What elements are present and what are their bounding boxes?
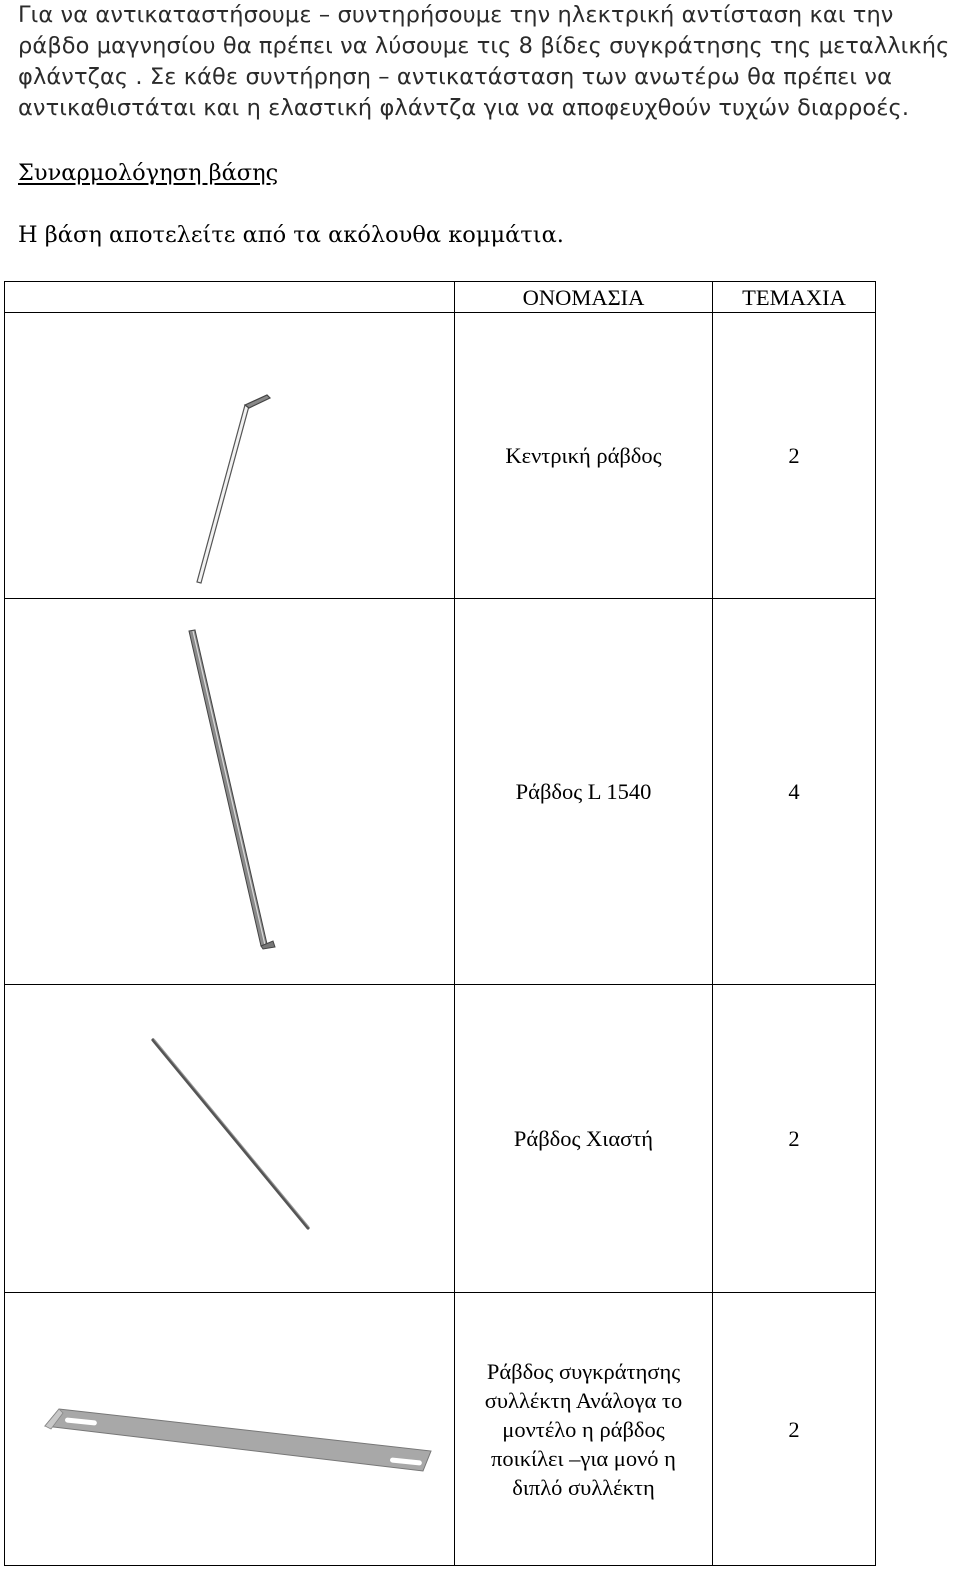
collector-rod-drawing [5, 1293, 455, 1565]
table-row [5, 1293, 876, 1566]
diagonal-rod-drawing [5, 985, 455, 1292]
rod-l1540-drawing [5, 599, 455, 984]
part-image-cell [5, 985, 455, 1293]
header-image [5, 282, 455, 313]
part-name: Κεντρική ράβδος [455, 313, 713, 599]
part-name: Ράβδος L 1540 [455, 599, 713, 985]
parts-table [4, 281, 876, 1566]
part-quantity: 4 [713, 599, 876, 985]
header-name: ΟΝΟΜΑΣΙΑ [455, 282, 713, 313]
part-name: Ράβδος Χιαστή [455, 985, 713, 1293]
table-row [5, 599, 876, 985]
part-quantity: 2 [713, 985, 876, 1293]
intro-paragraph: Για να αντικαταστήσουμε – συντηρήσουμε την ηλεκτρική αντίσταση και την ράβδο μαγνησίου θα πρέπει να λύσουμε τις 8 βίδες συγκράτησης της μεταλλικής φλάντζας . Σε κάθε συντήρηση – αντικατάσταση των ανωτέρω θα πρέπει να αντικαθιστάται και η ελαστική φλάντζα για να αποφευχθούν τυχών διαρροές. [18, 2, 950, 121]
table-row [5, 985, 876, 1293]
table-header-row [5, 282, 876, 313]
section-intro: Η βάση αποτελείτε από τα ακόλουθα κομμάτια. [18, 222, 564, 248]
part-image-cell [5, 599, 455, 985]
part-name: Ράβδος συγκράτησης συλλέκτη Ανάλογα το μοντέλο η ράβδος ποικίλει –για μονό η διπλό συλλέκτη [455, 1293, 713, 1566]
part-quantity: 2 [713, 313, 876, 599]
central-rod-drawing [5, 313, 455, 598]
part-quantity: 2 [713, 1293, 876, 1566]
section-heading: Συναρμολόγηση βάσης [18, 160, 279, 186]
part-image-cell [5, 313, 455, 599]
part-image-cell [5, 1293, 455, 1566]
header-quantity: ΤΕΜΑΧΙΑ [713, 282, 876, 313]
table-row [5, 313, 876, 599]
